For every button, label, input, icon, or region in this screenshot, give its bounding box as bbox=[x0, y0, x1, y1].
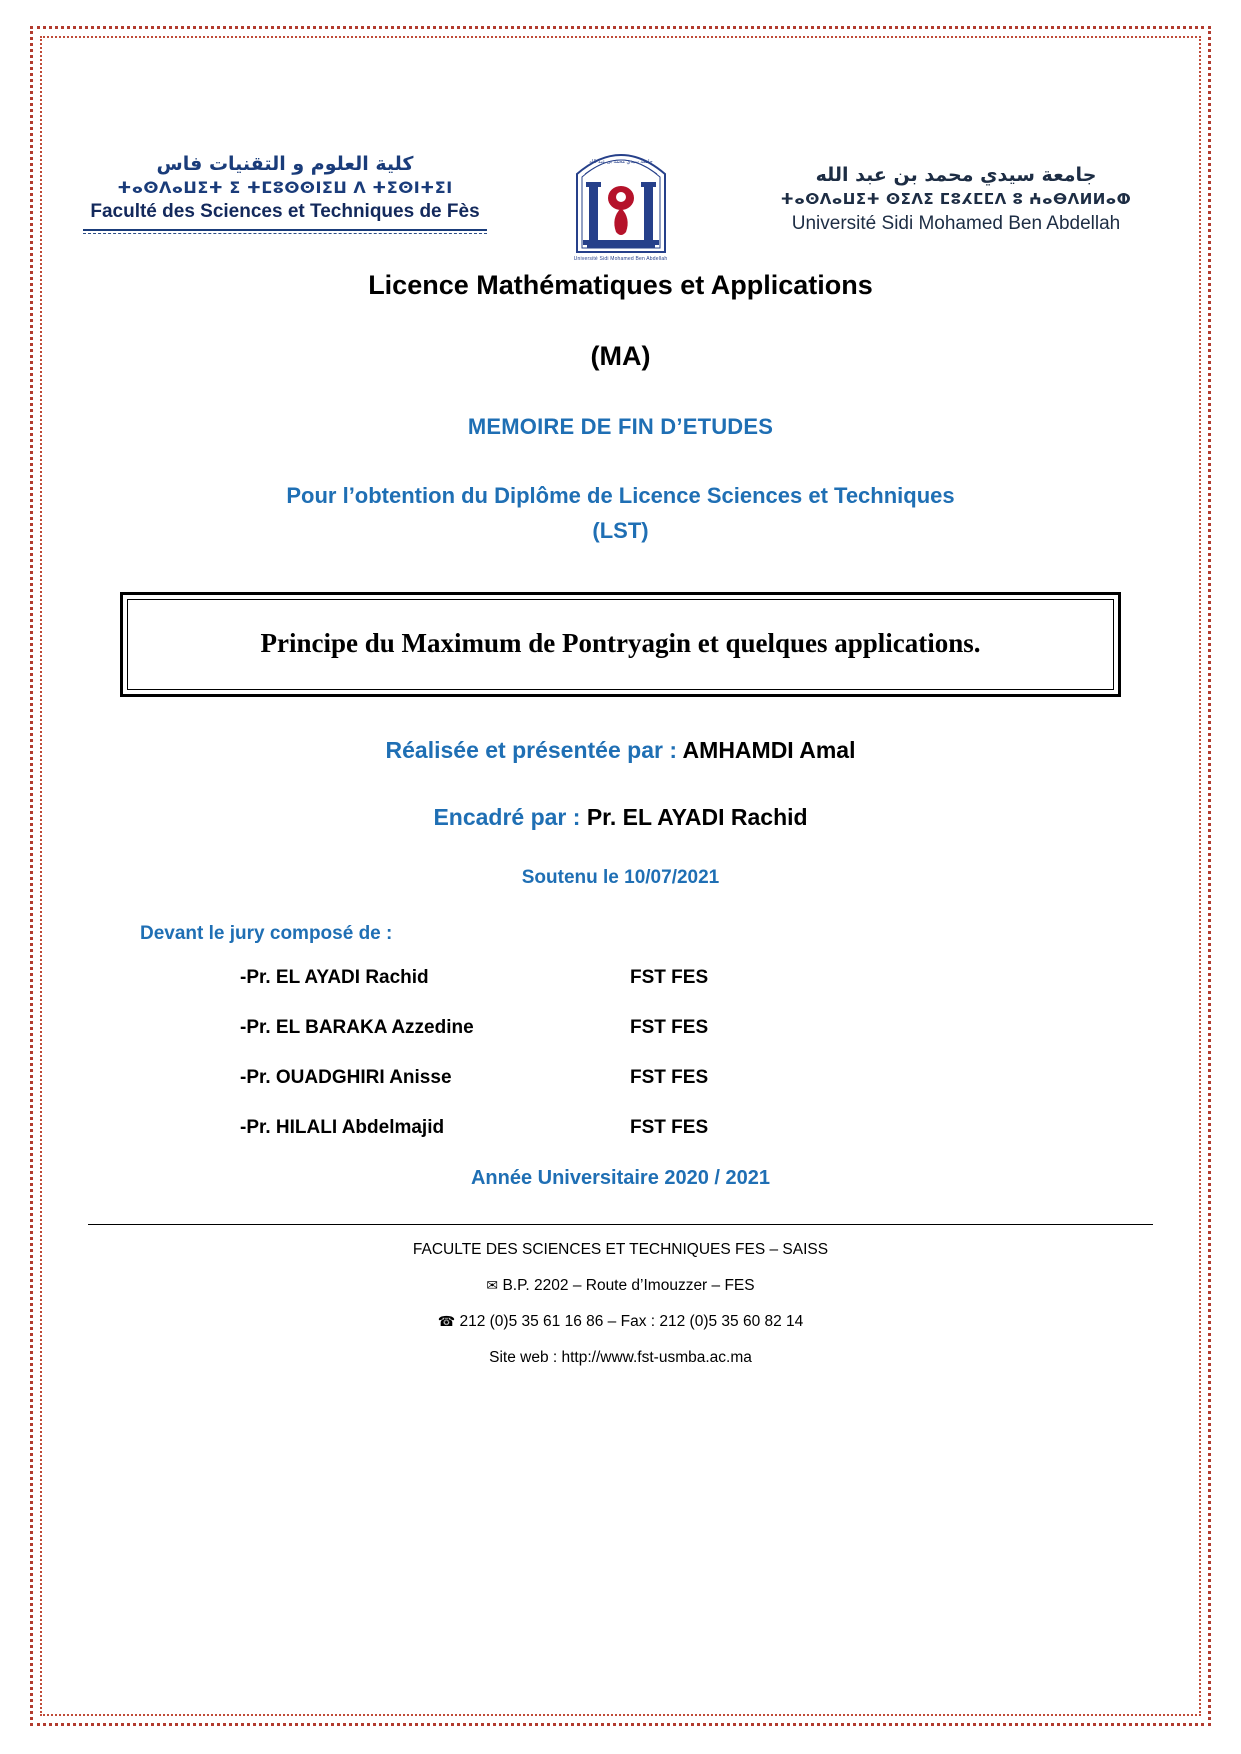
degree-purpose-line1: Pour l’obtention du Diplôme de Licence Sciences et Techniques bbox=[286, 483, 955, 508]
jury-member bbox=[52, 1067, 1189, 1089]
jury-member bbox=[52, 1017, 1189, 1039]
jury-member-affiliation: FST FES bbox=[630, 967, 709, 989]
faculty-name-tifinagh: ⵜⴰⵙⴷⴰⵡⵉⵜ ⵉ ⵜⵎⵓⵙⵙⵏⵉⵡ ⴷ ⵜⵉⵙⵏⵜⵉⵏ bbox=[117, 177, 453, 197]
university-name-arabic: جامعة سيدي محمد بن عبد الله bbox=[815, 164, 1097, 186]
faculty-name-french: Faculté des Sciences et Techniques de Fès bbox=[90, 201, 480, 223]
jury-member-name: -Pr. HILALI Abdelmajid bbox=[240, 1117, 445, 1139]
faculty-logo-rule bbox=[83, 229, 487, 231]
degree-purpose bbox=[52, 478, 1189, 548]
author-line bbox=[52, 737, 1189, 764]
jury-heading: Devant le jury composé de : bbox=[140, 923, 393, 945]
jury-member bbox=[52, 1117, 1189, 1139]
author-label: Réalisée et présentée par : bbox=[385, 737, 677, 764]
footer-phone-line bbox=[52, 1313, 1189, 1331]
footer-address-line bbox=[52, 1277, 1189, 1295]
subject-box-inner bbox=[127, 599, 1114, 690]
supervisor-name: Pr. EL AYADI Rachid bbox=[586, 804, 808, 831]
supervisor-label: Encadré par : bbox=[433, 804, 581, 831]
program-title: Licence Mathématiques et Applications bbox=[368, 270, 873, 300]
jury-member-affiliation: FST FES bbox=[630, 1017, 709, 1039]
crest-caption: Université Sidi Mohamed Ben Abdellah bbox=[573, 256, 668, 262]
subject-box bbox=[120, 592, 1121, 697]
svg-text:جامعة سيدي محمد بن عبد الله: جامعة سيدي محمد بن عبد الله bbox=[588, 159, 653, 165]
author-name: AMHAMDI Amal bbox=[682, 737, 856, 764]
phone-icon: ☎ bbox=[437, 1314, 456, 1331]
university-logo-right bbox=[741, 148, 1171, 238]
jury-list bbox=[52, 967, 1189, 1139]
degree-purpose-line2: (LST) bbox=[592, 518, 649, 544]
document-type: MEMOIRE DE FIN D’ETUDES bbox=[467, 414, 774, 439]
footer-divider bbox=[88, 1224, 1153, 1225]
document-header bbox=[52, 48, 1189, 262]
mail-icon: ✉ bbox=[486, 1278, 499, 1295]
jury-member-affiliation: FST FES bbox=[630, 1117, 709, 1139]
jury-member-name: -Pr. EL BARAKA Azzedine bbox=[240, 1017, 474, 1039]
document-page bbox=[52, 48, 1189, 1704]
footer-institution: FACULTE DES SCIENCES ET TECHNIQUES FES – SAISS bbox=[412, 1241, 829, 1259]
university-name-french: Université Sidi Mohamed Ben Abdellah bbox=[791, 212, 1121, 234]
supervisor-line bbox=[52, 804, 1189, 831]
crest-graphic bbox=[569, 134, 673, 260]
thesis-subject: Principe du Maximum de Pontryagin et quelques applications. bbox=[260, 628, 981, 659]
program-abbreviation: (MA) bbox=[590, 341, 651, 371]
academic-year: Année Universitaire 2020 / 2021 bbox=[470, 1167, 771, 1190]
university-name-tifinagh: ⵜⴰⵙⴷⴰⵡⵉⵜ ⵙⵉⴷⵉ ⵎⵓⵃⵎⵎⴷ ⵓ ⵄⴰⴱⴷⵍⵍⴰⵀ bbox=[780, 189, 1132, 208]
footer-address: B.P. 2202 – Route d’Imouzzer – FES bbox=[502, 1277, 755, 1295]
defense-date: Soutenu le 10/07/2021 bbox=[521, 867, 720, 889]
faculty-logo-rule-dashed bbox=[83, 233, 487, 234]
university-crest bbox=[562, 134, 680, 262]
footer-phone: 212 (0)5 35 61 16 86 – Fax : 212 (0)5 35 60 82 14 bbox=[459, 1313, 804, 1331]
faculty-logo-left bbox=[70, 148, 500, 234]
jury-member-name: -Pr. OUADGHIRI Anisse bbox=[240, 1067, 452, 1089]
faculty-name-arabic: كلية العلوم و التقنيات فاس bbox=[156, 153, 414, 175]
jury-member bbox=[52, 967, 1189, 989]
jury-member-affiliation: FST FES bbox=[630, 1067, 709, 1089]
jury-member-name: -Pr. EL AYADI Rachid bbox=[240, 967, 429, 989]
footer-website: Site web : http://www.fst-usmba.ac.ma bbox=[489, 1349, 752, 1367]
